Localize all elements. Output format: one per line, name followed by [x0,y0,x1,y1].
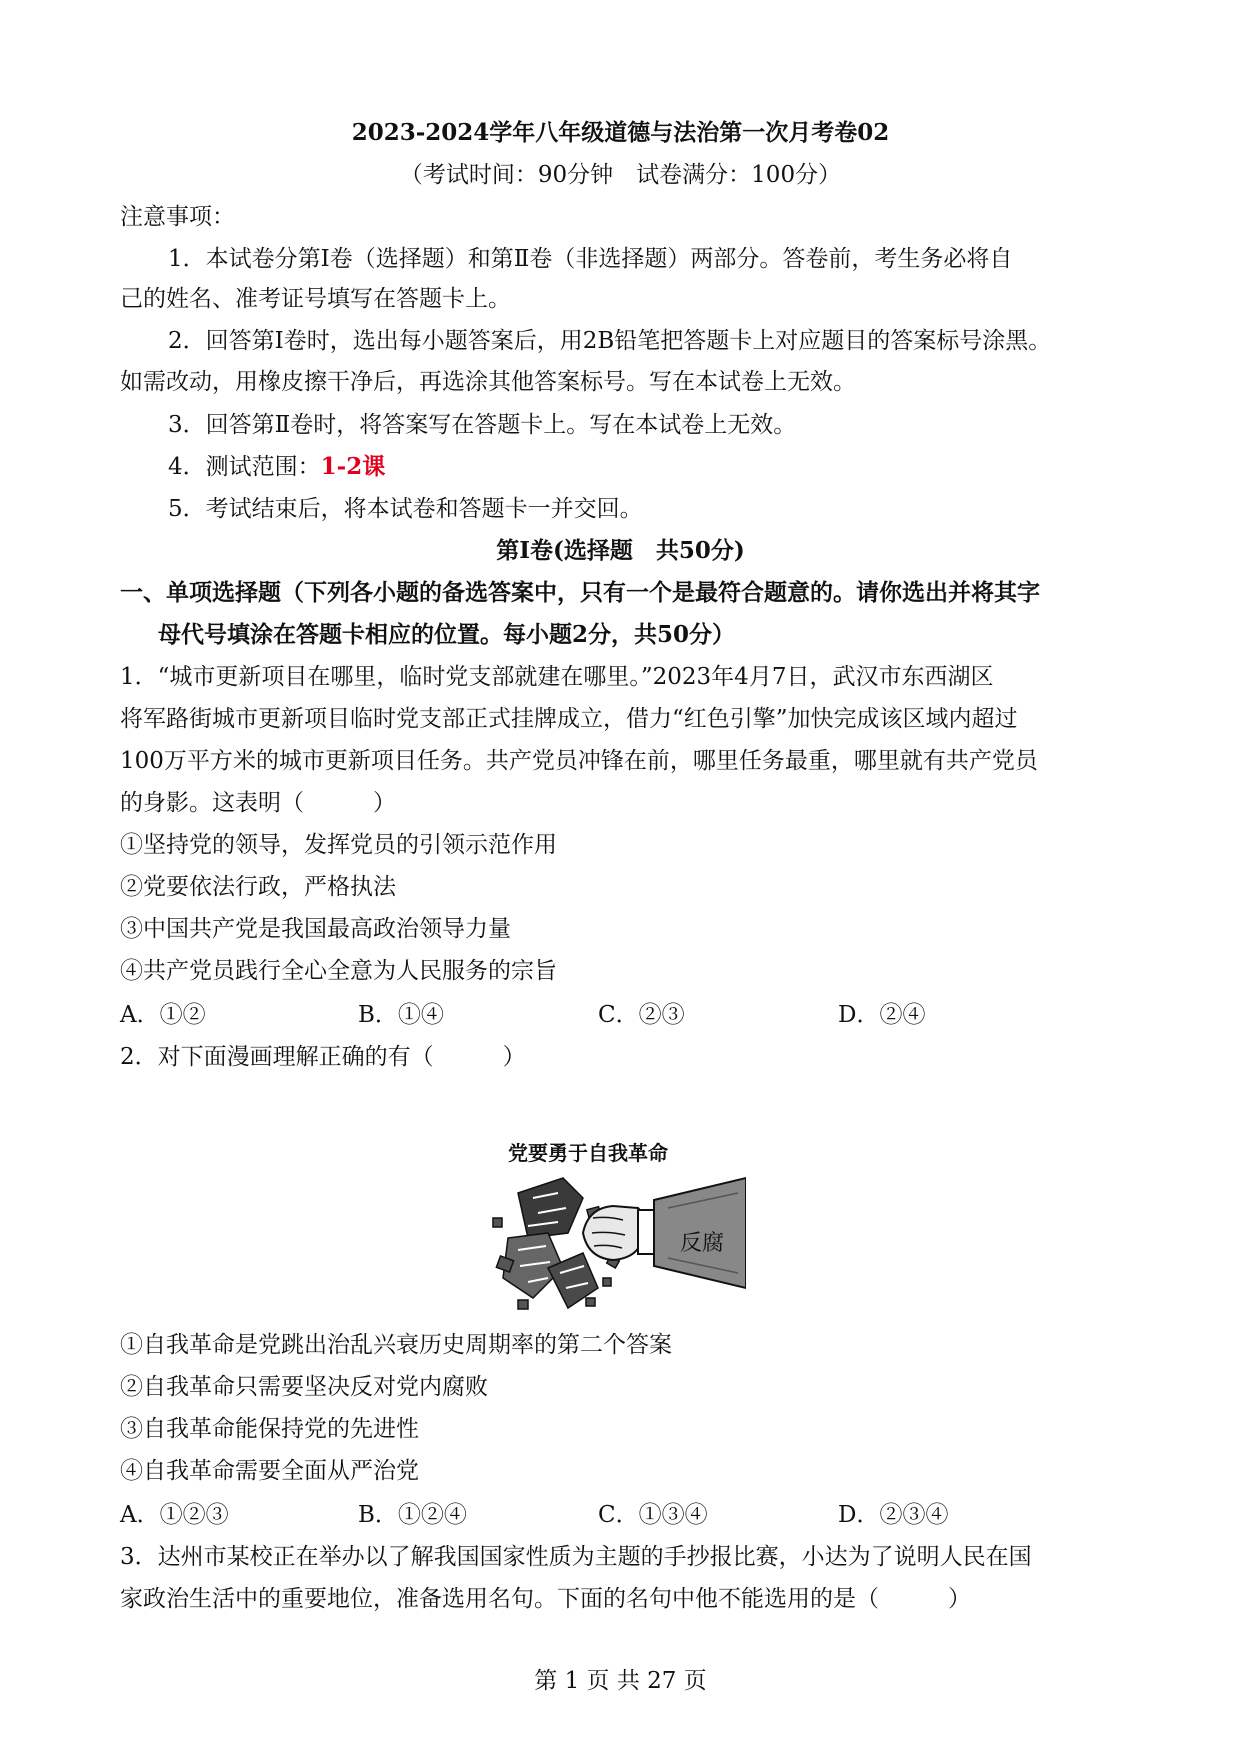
q3-stem-line-1: 3．达州市某校正在举办以了解我国国家性质为主题的手抄报比赛，小达为了说明人民在国 [120,1544,1032,1570]
notes-heading: 注意事项： [120,204,235,230]
q1-stem-line-2: 将军路街城市更新项目临时党支部正式挂牌成立，借力“红色引擎”加快完成该区域内超过 [120,706,1018,732]
q1-option-c: C．②③ [598,1002,685,1028]
q1-statement-2: ②党要依法行政，严格执法 [120,874,396,900]
q2-statement-3: ③自我革命能保持党的先进性 [120,1416,419,1442]
note-3: 3．回答第Ⅱ卷时，将答案写在答题卡上。写在本试卷上无效。 [168,412,797,438]
q1-statement-1: ①坚持党的领导，发挥党员的引领示范作用 [120,832,557,858]
q1-statement-3: ③中国共产党是我国最高政治领导力量 [120,916,511,942]
q2-option-a: A．①②③ [120,1502,229,1528]
note-2-line-2: 如需改动，用橡皮擦干净后，再选涂其他答案标号。写在本试卷上无效。 [120,369,856,395]
q1-option-a: A．①② [120,1002,206,1028]
q2-statement-4: ④自我革命需要全面从严治党 [120,1458,419,1484]
page-footer: 第 1 页 共 27 页 [534,1668,707,1694]
q2-option-d: D．②③④ [838,1502,949,1528]
cartoon-title: 党要勇于自我革命 [508,1141,668,1165]
q2-statement-1: ①自我革命是党跳出治乱兴衰历史周期率的第二个答案 [120,1332,672,1358]
q1-stem-line-3: 100万平方米的城市更新项目任务。共产党员冲锋在前，哪里任务最重，哪里就有共产党员 [120,748,1038,774]
anti-corruption-cartoon [488,1138,746,1318]
note-4-label: 4．测试范围： [168,454,321,480]
q1-stem-line-4: 的身影。这表明（ ） [120,790,396,816]
q1-option-d: D．②④ [838,1002,926,1028]
q1-option-b: B．①④ [358,1002,444,1028]
note-2-line-1: 2．回答第Ⅰ卷时，选出每小题答案后，用2B铅笔把答题卡上对应题目的答案标号涂黑。 [168,328,1052,354]
part-instructions-line-1: 一、单项选择题（下列各小题的备选答案中，只有一个是最符合题意的。请你选出并将其字 [120,579,1040,606]
exam-info: （考试时间：90分钟 试卷满分：100分） [399,162,842,188]
sleeve-label: 反腐 [680,1231,725,1256]
q2-option-b: B．①②④ [358,1502,467,1528]
q1-stem-line-1: 1．“城市更新项目在哪里，临时党支部就建在哪里。”2023年4月7日，武汉市东西湖区 [120,664,994,690]
section-title: 第Ⅰ卷(选择题 共50分) [496,537,745,564]
q1-statement-4: ④共产党员践行全心全意为人民服务的宗旨 [120,958,557,984]
note-5: 5．考试结束后，将本试卷和答题卡一并交回。 [168,496,643,522]
note-1-line-2: 己的姓名、准考证号填写在答题卡上。 [120,286,511,312]
q2-statement-2: ②自我革命只需要坚决反对党内腐败 [120,1374,488,1400]
q2-stem: 2．对下面漫画理解正确的有（ ） [120,1044,526,1070]
q2-option-c: C．①③④ [598,1502,708,1528]
q3-stem-line-2: 家政治生活中的重要地位，准备选用名句。下面的名句中他不能选用的是（ ） [120,1586,971,1612]
page-title: 2023-2024学年八年级道德与法治第一次月考卷02 [351,119,890,146]
note-4 [168,452,385,482]
test-scope: 1-2课 [320,453,386,480]
part-instructions-line-2: 母代号填涂在答题卡相应的位置。每小题2分，共50分） [158,621,736,648]
note-1-line-1: 1．本试卷分第Ⅰ卷（选择题）和第Ⅱ卷（非选择题）两部分。答卷前，考生务必将自 [168,246,1013,272]
